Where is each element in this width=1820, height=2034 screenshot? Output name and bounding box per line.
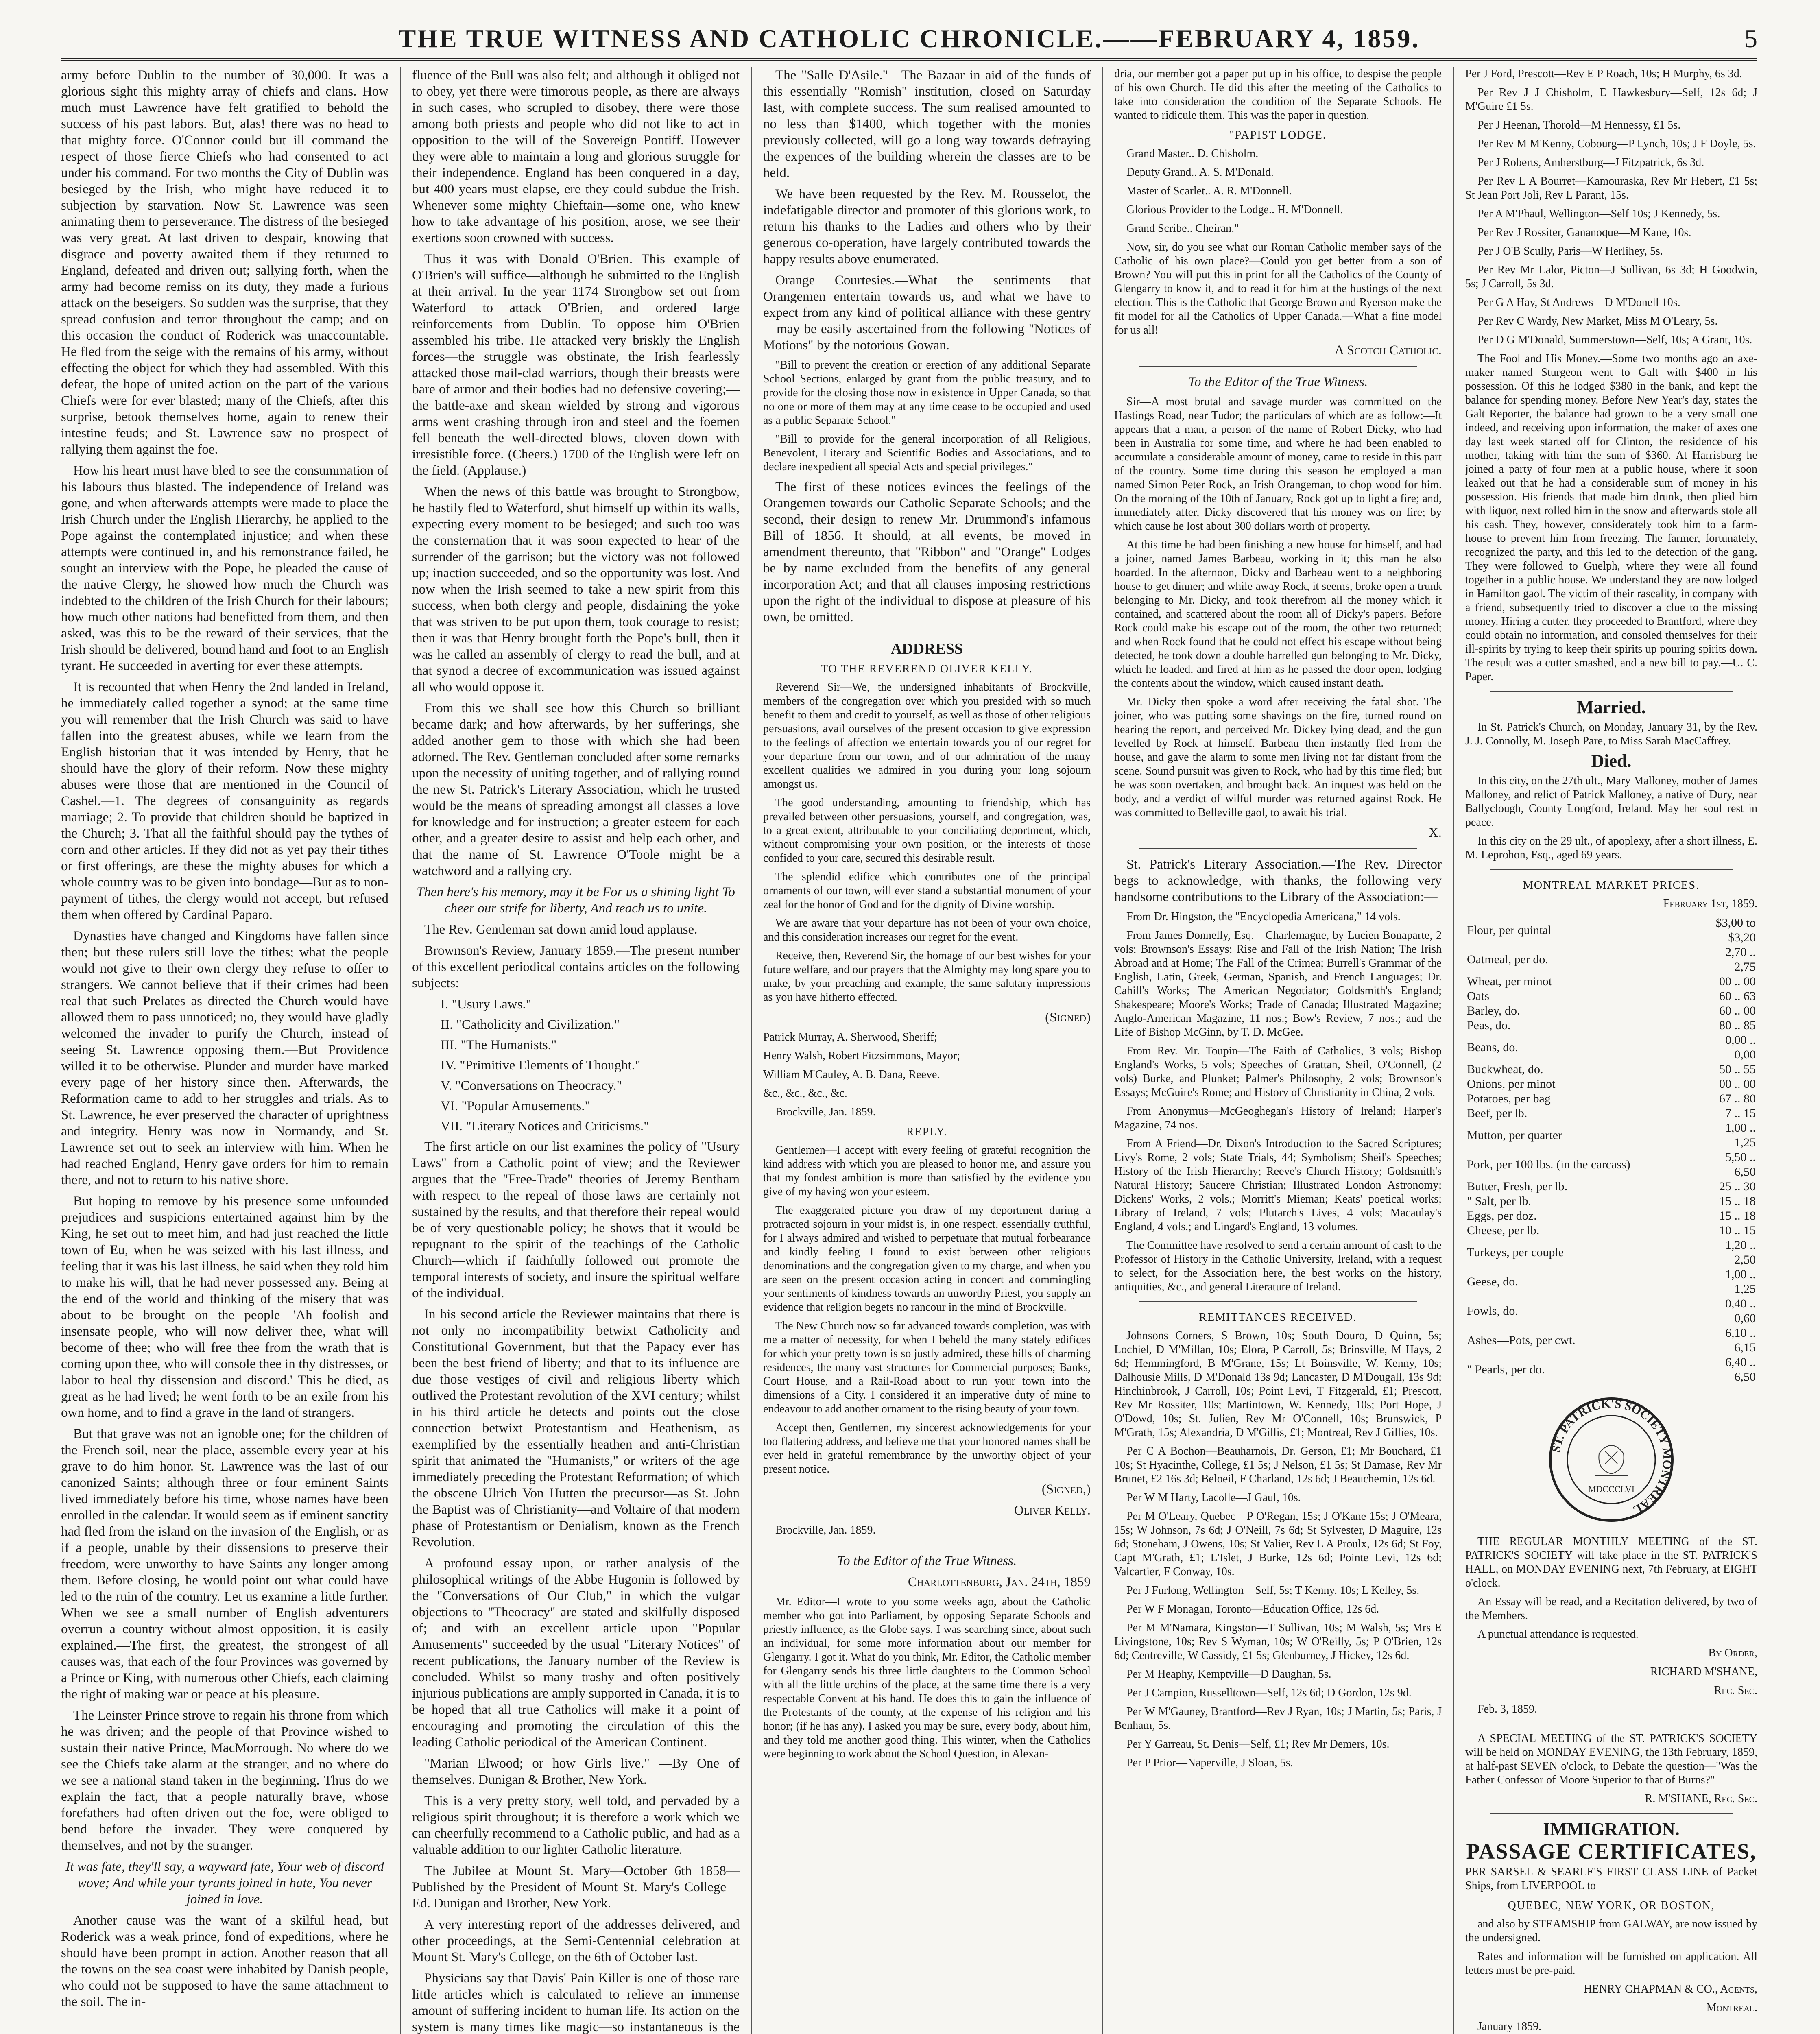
married-heading: Married.: [1577, 697, 1646, 717]
price-value: 0,40 .. 0,60: [1725, 1297, 1756, 1325]
price-item: Buckwheat, do.: [1467, 1063, 1543, 1076]
price-value: 60 .. 63: [1719, 989, 1756, 1003]
paragraph: Receive, then, Reverend Sir, the homage of our best wishes for your future welfare, and our prayers that the Almighty may long spare you to make, by your preaching and example, the same salutary impressions as you have hitherto effected.: [763, 949, 1091, 1004]
paragraph: How his heart must have bled to see the consummation of his labours thus blasted. The independence of Ireland was gone, and when afterwards attempts were made to place the Irish Church under the English Hierarchy, he applied to the Pope against the contemplated injustice; and when these attempts were continued in, and his remonstrance failed, he sought an interview with the Pope, he pleaded the cause of the native Clergy, he showed how much the Church was indebted to the children of the Irish Church for their labours; how much other nations had benefitted from them, and then asked, was this to be the reward of their services, that the Irish should be delivered, bound hand and foot to an English tyrant. He succeeded in averting for ever these attempts.: [61, 463, 388, 673]
paragraph: fluence of the Bull was also felt; and although it obliged not to obey, yet there were timorous people, as there are always in such cases, who scrupled to disobey, there were those among both priests and people who did not like to act in opposition to the will of the Sovereign Pontiff. However they were able to maintain a long and glorious struggle for their independence. England has been conquered in a day, but 400 years must elapse, ere they could subdue the Irish. Whenever some mighty Chieftain—some one, who knew how to take advantage of his position, arose, we see their exertions soon crowned with success.: [412, 68, 740, 245]
price-row: [1465, 1238, 1757, 1267]
place-date: Brockville, Jan. 1859.: [775, 1106, 876, 1118]
price-value: 6,40 .. 6,50: [1725, 1355, 1756, 1384]
remittance: Per W F Monagan, Toronto—Education Office, 12s 6d.: [1126, 1603, 1379, 1615]
list-item: VI. "Popular Amusements.": [441, 1099, 590, 1113]
price-value: $3,00 to $3,20: [1715, 916, 1756, 944]
paragraph: Thus it was with Donald O'Brien. This example of O'Brien's will suffice—although he submitted to the English at their arrival. In the year 1174 Strongbow set out from Waterford to attack O'Brien, and ordered large reinforcements from Dublin. To oppose him O'Brien assembled his tribe. He attacked very briskly the English forces—the struggle was obstinate, the Irish fearlessly attacked those mail-clad warriors, though their breasts were bare of armor and their bodies had no defensive covering;—the battle-axe and skean wielded by strong and vigorous arms went crashing through iron and steel and the foemen fell beneath the well-directed blows, cloven down with irresistible force. (Cheers.) 1700 of the English were left on the field. (Applause.): [412, 252, 740, 478]
price-row: [1465, 1091, 1757, 1106]
article-marian-elwood: "Marian Elwood; or how Girls live." —By One of themselves. Dunigan & Brother, New York.: [412, 1756, 740, 1787]
paragraph: Now, sir, do you see what our Roman Catholic member says of the Catholic of his own place?—Could you get better from a son of Brown? You will put this in print for all the Catholics of the County of Glengarry to know it, and to read it for him at the hustings of the next election. This is the Catholic that George Brown and Ryerson make the fit model for all the Catholics of Upper Canada.—What a fine model for us all!: [1114, 241, 1442, 336]
price-item: Fowls, do.: [1467, 1304, 1518, 1318]
price-item: Butter, Fresh, per lb.: [1467, 1180, 1568, 1193]
signature: Oliver Kelly.: [1014, 1503, 1091, 1518]
paragraph: The exaggerated picture you draw of my deportment during a protracted sojourn in your midst is, in one respect, essentially truthful, for I always admired and wished to perpetuate that mutual forbearance and kindly feeling I found to exist between other religious denominations and the congregation given to my charge, and when you are seen on the present occasion acting in concert and commingling your sentiments of kindness towards an unworthy Priest, you supply an evidence that religion begets no rancour in the mind of Brockville.: [763, 1204, 1091, 1314]
divider: [1139, 848, 1417, 849]
price-row: [1465, 1033, 1757, 1062]
remittance: Per P Prior—Naperville, J Sloan, 5s.: [1126, 1757, 1293, 1769]
paragraph: This is a very pretty story, well told, and pervaded by a religious spirit throughout; it is therefore a work which we can cheerfully recommend to a Catholic public, and had as a valuable addition to our lighter Catholic literature.: [412, 1794, 740, 1857]
remittance: Per Rev L A Bourret—Kamouraska, Rev Mr Hebert, £1 5s; St Jean Port Joli, Rev L Parant, 15s.: [1465, 175, 1757, 201]
price-row: [1465, 974, 1757, 989]
price-row: [1465, 1223, 1757, 1238]
address-heading: ADDRESS: [890, 640, 963, 657]
price-row: [1465, 1004, 1757, 1018]
paragraph: "Bill to prevent the creation or erection of any additional Separate School Sections, enlarged by grant from the public treasury, and to provide for the closing those now in existence in Upper Canada, so that no one or more of them may at any time cease to be occupied and used as a public Separate School.": [763, 359, 1091, 427]
column-5: [1465, 67, 1757, 2034]
died-heading: Died.: [1591, 751, 1632, 771]
price-row: [1465, 1018, 1757, 1033]
letter-heading: To the Editor of the True Witness.: [837, 1554, 1017, 1568]
dateline: Charlottenburg, Jan. 24th, 1859: [908, 1575, 1091, 1589]
paragraph: A very interesting report of the addresses delivered, and other proceedings, at the Semi-Centennial celebration at Mount St. Mary's College, on the 6th of October last.: [412, 1917, 740, 1964]
lodge-line: Grand Scribe.. Cheiran.": [1126, 222, 1239, 235]
signature: Montreal.: [1706, 2001, 1757, 2014]
price-value: 67 .. 80: [1719, 1092, 1756, 1105]
remittances-heading: REMITTANCES RECEIVED.: [1199, 1311, 1357, 1324]
article-salle-dasile: The "Salle D'Asile."—The Bazaar in aid of the funds of this essentially "Romish" institution, closed on Saturday last, with complete success. The sum realised amounted to no less than $1400, which together with the monies previously collected, will go a long way towards defraying the expences of the building wherein the classes are to be held.: [763, 68, 1091, 180]
remittance: Per W M'Gauney, Brantford—Rev J Ryan, 10s; J Martin, 5s; Paris, J Benham, 5s.: [1114, 1705, 1442, 1732]
address-subheading: TO THE REVEREND OLIVER KELLY.: [821, 663, 1033, 675]
list-item: II. "Catholicity and Civilization.": [441, 1017, 620, 1032]
paragraph: Sir—A most brutal and savage murder was committed on the Hastings Road, near Tudor; the particulars of which are as follow:—It appears that a man, a person of the name of Robert Dicky, who had been in Australia for some time, and where he had been enabled to accumulate a considerable amount of money, came to reside in this part of the country. Some time during this season he employed a man named Simon Peter Rock, an Irish Orangeman, to chop wood for him. On the morning of the 10th of January, Rock got up to light a fire; and, immediately after, Dicky discovered that his money was on fire; by which cause he lost about 300 dollars worth of property.: [1114, 395, 1442, 533]
column-rule: [1102, 67, 1103, 2034]
divider: [1139, 366, 1417, 367]
paragraph: dria, our member got a paper put up in his office, to despise the people of his own Church. He did this after the meeting of the Catholics to take into consideration the condition of the Separate Schools. He wanted to ridicule them. This was the paper in question.: [1114, 68, 1442, 122]
remittance: Per J Campion, Russelltown—Self, 12s 6d; D Gordon, 12s 9d.: [1126, 1687, 1412, 1699]
columns: [61, 67, 1757, 2034]
price-value: 50 .. 55: [1719, 1063, 1756, 1076]
paragraph: PER SARSEL & SEARLE'S FIRST CLASS LINE of Packet Ships, from LIVERPOOL to: [1465, 1866, 1757, 1892]
lodge-line: Glorious Provider to the Lodge.. H. M'Donnell.: [1126, 203, 1343, 216]
remittance: Per J Heenan, Thorold—M Hennessy, £1 5s.: [1477, 119, 1681, 131]
price-row: [1465, 1179, 1757, 1194]
price-row: [1465, 1077, 1757, 1091]
price-value: 7 .. 15: [1725, 1106, 1756, 1120]
paragraph: In this city, on the 27th ult., Mary Malloney, mother of James Malloney, and relict of Patrick Malloney, a native of Dury, near Ballyclough, County Longford, Ireland. May her soul rest in peace.: [1465, 775, 1757, 829]
price-item: Ashes—Pots, per cwt.: [1467, 1333, 1576, 1347]
lodge-line: Master of Scarlet.. A. R. M'Donnell.: [1126, 185, 1292, 197]
paragraph: A punctual attendance is requested.: [1477, 1628, 1639, 1641]
paragraph: Dynasties have changed and Kingdoms have fallen since then; but these rulers still love the tithes; what the people would not give to their own clergy they refuse to offer to strangers. We cannot believe that if their crimes had been real that such Prelates as directed the Church would have allowed them to pass unnoticed; no, they would have gladly welcomed the invader to purify the Church, instead of seeing St. Lawrence opposing them.—But Providence willed it to be otherwise. Plunder and murder have marked every page of her history since then. Afterwards, the Reformation came to add to her struggles and trials. As to St. Lawrence, he ever preserved the character of uprightness and integrity. Henry was now in Normandy, and St. Lawrence set out to seek an interview with him. When he had reached England, Henry gave orders for him to remain there, and not to return to his native shore.: [61, 929, 388, 1187]
paragraph: From James Donnelly, Esq.—Charlemagne, by Lucien Bonaparte, 2 vols; Brownson's Essays; Rise and Fall of the Irish Nation; The Irish Abroad and at Home; The Fall of the Crimea; Burrell's Grammar of the English, Latin, Greek, German, Spanish, and French Languages; Dr. Cahill's Works; The American Negotiator; Goldsmith's England; Shakespeare; Moore's Works; Trade of Canada; Illustrated Magazine; Anglo-American Magazine, 11 nos.; Bow's Review, 7 nos.; and the Life of Bishop McGinn, by T. D. McGee.: [1114, 929, 1442, 1039]
remittance: Per Rev M M'Kenny, Cobourg—P Lynch, 10s; J F Doyle, 5s.: [1477, 137, 1756, 150]
paragraph: Mr. Editor—I wrote to you some weeks ago, about the Catholic member who got into Parliament, by opposing Separate Schools and priestly influence, as the Globe says. I was searching since, about such an individual, for some more information about our member for Glengarry. I got it. What do you think, Mr. Editor, the Catholic member for Glengarry sends his three little daughters to the Common School with all the little urchins of the place, at the same time there is a very respectable Convent at his hand. He does this to gain the influence of the Protestants of the county, at the expense of his religion and his honor; (if he has any). I asked you may be sure, every body, about him, and they told me another good thing. This winter, when the Catholics were beginning to work about the School Question, in Alexan-: [763, 1595, 1091, 1760]
price-item: Oats: [1467, 989, 1489, 1003]
paragraph: The New Church now so far advanced towards completion, was with me a matter of necessity, for when I beheld the many stately edifices for which your pretty town is so justly admired, these hills of charming residences, the many vast structures for Commercial purposes; Banks, Court House, and a Rail-Road about to run your town into the dimensions of a City. I considered it an imperative duty of mine to endeavour to add another ornament to the rising beauty of your town.: [763, 1320, 1091, 1415]
list-item: III. "The Humanists.": [441, 1038, 557, 1052]
price-item: Barley, do.: [1467, 1004, 1520, 1017]
price-item: Flour, per quintal: [1467, 923, 1552, 937]
paragraph: The good understanding, amounting to friendship, which has prevailed between other persuasions, yourself, and congregation, was, to a great extent, attributable to your conciliating deportment, which, without compromising your own position, or the interests of those confided to your care, secured this desirable result.: [763, 797, 1091, 864]
price-row: [1465, 945, 1757, 974]
column-3: [763, 67, 1091, 2034]
price-item: Cheese, per lb.: [1467, 1224, 1540, 1237]
prices-date: February 1st, 1859.: [1663, 897, 1757, 910]
article-literary-association: St. Patrick's Literary Association.—The Rev. Director begs to acknowledge, with thanks, the following very handsome contributions to the Library of the Association:—: [1114, 857, 1442, 904]
paragraph: From this we shall see how this Church so brilliant became dark; and how afterwards, by her sufferings, she added another gem to those with which she had been adorned. The Rev. Gentleman concluded after some remarks upon the necessity of uniting together, and of rallying round the new St. Patrick's Literary Association, which he trusted would be the means of spreading amongst all classes a love for knowledge and for instruction; a greater esteem for each other, and a greater desire to assist and help each other, and that the name of St. Lawrence O'Toole might be a watchword and a rallying cry.: [412, 701, 740, 878]
remittance: Per Rev Mr Lalor, Picton—J Sullivan, 6s 3d; H Goodwin, 5s; J Carroll, 5s 3d.: [1465, 264, 1757, 290]
price-item: Turkeys, per couple: [1467, 1246, 1564, 1259]
paragraph: From Dr. Hingston, the "Encyclopedia Americana," 14 vols.: [1126, 910, 1401, 923]
article-brownsons-review: Brownson's Review, January 1859.—The present number of this excellent periodical contains articles on the following subjects:—: [412, 943, 740, 991]
price-row: [1465, 1106, 1757, 1121]
poem: Then here's his memory, may it be For us a shining light To cheer our strife for liberty, And teach us to unite.: [417, 885, 735, 916]
remittance: Per Rev C Wardy, New Market, Miss M O'Leary, 5s.: [1477, 315, 1718, 327]
paragraph: The Leinster Prince strove to regain his throne from which he was driven; and the people of that Province wished to sustain their native Prince, MacMorrough. No where do we see the Chiefs take alarm at the stranger, and no where do we see a national stand taken in the beginning. Thus do we explain the fact, that a people naturally brave, whose forefathers had often driven out the foe, were obliged to bend before the invader. They were conquered by themselves, and not by the stranger.: [61, 1708, 388, 1853]
price-value: 5,50 .. 6,50: [1725, 1150, 1756, 1178]
paragraph: Gentlemen—I accept with every feeling of grateful recognition the kind address with which you are pleased to honor me, and assure you that my fondest ambition is more than satisfied by the evidence you give of my having won your esteem.: [763, 1144, 1091, 1198]
paragraph: In this city on the 29 ult., of apoplexy, after a short illness, E. M. Leprohon, Esq., aged 69 years.: [1465, 835, 1757, 861]
price-item: Oatmeal, per do.: [1467, 953, 1548, 966]
svg-text:MDCCCLVI: MDCCCLVI: [1588, 1484, 1635, 1494]
signature: A Scotch Catholic.: [1334, 343, 1442, 358]
paragraph: But hoping to remove by his presence some unfounded prejudices and suspicions entertained against him by the King, he set out to meet him, and had just reached the little town of Eu, when he was seized with his last illness, and feeling that it was his last illness, he said when they told him to make his will, that he had never possessed any. Being at the end of the world and thinking of the misery that was about to be brought on the people—'Ah foolish and insensate people, who will now deliver thee, what will become of thee; who will free thee from the wrath that is coming upon thee, who will console thee in thy distresses, or labor to heal thy dissension and discord.' This he died, as great as he had lived; he went forth to be an exile from his own home, and to find a grave in the land of strangers.: [61, 1194, 388, 1420]
signature: R. M'SHANE, Rec. Sec.: [1645, 1792, 1757, 1805]
poem: It was fate, they'll say, a wayward fate, Your web of discord wove; And while your tyrants joined in hate, You never joined in love.: [65, 1859, 384, 1907]
column-rule: [1453, 67, 1454, 2034]
remittance: Per M Heaphy, Kemptville—D Daughan, 5s.: [1126, 1668, 1331, 1680]
paragraph: Accept then, Gentlemen, my sincerest acknowledgements for your too flattering address, and believe me that your honored names shall be ever held in grateful remembrance by the unworthy object of your present notice.: [763, 1421, 1091, 1475]
price-item: Mutton, per quarter: [1467, 1128, 1562, 1142]
prices-table: [1465, 916, 1757, 1384]
column-1: [61, 67, 388, 2034]
place-date: Brockville, Jan. 1859.: [775, 1524, 876, 1536]
notice-date: Feb. 3, 1859.: [1477, 1703, 1537, 1715]
price-row: [1465, 916, 1757, 945]
article-orange-courtesies: Orange Courtesies.—What the sentiments that Orangemen entertain towards us, and what we have to expect from any kind of political alliance with these gentry—may be easily ascertained from the following "Notices of Motions" by the notorious Gowan.: [763, 273, 1091, 353]
lodge-heading: "PAPIST LODGE.: [1229, 129, 1327, 142]
remittance: Per J Roberts, Amherstburg—J Fitzpatrick, 6s 3d.: [1477, 156, 1704, 169]
paragraph: Rates and information will be furnished on application. All letters must be pre-paid.: [1465, 1950, 1757, 1977]
price-item: Wheat, per minot: [1467, 975, 1552, 988]
society-seal-icon: [1544, 1392, 1678, 1527]
price-value: 60 .. 00: [1719, 1004, 1756, 1017]
price-item: Beans, do.: [1467, 1041, 1518, 1054]
price-value: 1,20 .. 2,50: [1725, 1238, 1756, 1266]
signature: HENRY CHAPMAN & CO., Agents,: [1584, 1983, 1757, 1995]
list-item: I. "Usury Laws.": [441, 997, 532, 1012]
paragraph: The first of these notices evinces the feelings of the Orangemen towards our Catholic Separate Schools; and the second, their design to renew Mr. Drummond's infamous Bill of 1856. It should, at all events, be moved in amendment thereunto, that "Ribbon" and "Orange" Lodges be by name excluded from the benefits of any general incorporation Act; and that all clauses imposing restrictions upon the right of the individual to dispose at pleasure of his own, be omitted.: [763, 480, 1091, 624]
price-row: [1465, 1355, 1757, 1384]
price-value: 00 .. 00: [1719, 1077, 1756, 1091]
price-row: [1465, 1062, 1757, 1077]
divider: [1490, 1813, 1733, 1814]
price-row: [1465, 989, 1757, 1004]
price-item: Beef, per lb.: [1467, 1106, 1528, 1120]
article-jubilee: The Jubilee at Mount St. Mary—October 6th 1858—Published by the President of Mount St. Mary's College—Ed. Dunigan and Brother, New York.: [412, 1864, 740, 1911]
paragraph: Another cause was the want of a skilful head, but Roderick was a weak prince, fond of expeditions, where he should have been prompt in action. Another reason that all the towns on the sea coast were inhabited by Danish people, who could not be supposed to have the same attachment to the soil. The in-: [61, 1913, 388, 2009]
remittance: Per D G M'Donald, Summerstown—Self, 10s; A Grant, 10s.: [1477, 334, 1752, 346]
remittance: Per Rev J J Chisholm, E Hawkesbury—Self, 12s 6d; J M'Guire £1 5s.: [1465, 86, 1757, 113]
price-item: " Salt, per lb.: [1467, 1194, 1532, 1208]
price-value: 80 .. 85: [1719, 1019, 1756, 1032]
paragraph: By Order,: [1708, 1647, 1757, 1659]
signer-line: &c., &c., &c., &c.: [763, 1087, 847, 1100]
page-number: 5: [1744, 24, 1757, 53]
paragraph: Reverend Sir—We, the undersigned inhabitants of Brockville, members of the congregation over which you presided with so much benefit to them and credit to yourself, as well as those of other religious persuasions, avail ourselves of the present occasion to give expression to the feelings of affection we entertain towards you of our regret for your departure from our town, and of our admiration of the many excellent qualities we admired in you during your long sojourn amongst us.: [763, 681, 1091, 790]
lodge-line: Deputy Grand.. A. S. M'Donald.: [1126, 166, 1274, 179]
remittance: Per J Furlong, Wellington—Self, 5s; T Kenny, 10s; L Kelley, 5s.: [1126, 1584, 1420, 1597]
paragraph: From Anonymus—McGeoghegan's History of Ireland; Harper's Magazine, 74 nos.: [1114, 1105, 1442, 1131]
paragraph: We have been requested by the Rev. M. Rousselot, the indefatigable director and promoter of this glorious work, to return his thanks to the Ladies and others who by their generous co-operation, have largely contributed towards the happy results above enumerated.: [763, 187, 1091, 266]
price-row: [1465, 1296, 1757, 1326]
paragraph: In his second article the Reviewer maintains that there is not only no incompatibility betwixt Catholicity and Constitutional Government, but that the Papacy ever has been the best friend of liberty; and that to its influence are due those vestiges of civil and religious liberty which outlived the Protestant revolution of the XVI century; whilst in his third article he detects and points out the close connection betwixt Protestantism and Heathenism, as exemplified by the essentially heathen and anti-Christian spirit that animated the "Humanists," or writers of the age immediately preceding the Protestant Reformation; of which the obscene Ulrich Von Hutten the precursor—as St. John the Baptist was of Christianity—and Voltaire of that modern phase of Protestantism or Denialism, known as the French Revolution.: [412, 1307, 740, 1550]
price-value: 1,00 .. 1,25: [1725, 1121, 1756, 1149]
divider: [1139, 1301, 1417, 1302]
paragraph: A profound essay upon, or rather analysis of the philosophical writings of the Abbe Hugonin is followed by the "Conversations of Our Club," in which the vulgar objections to "Theocracy" are stated and skilfully disposed of; and with an excellent article upon "Popular Amusements" succeeded by the usual "Literary Notices" of recent publications, the January number of the Review is concluded. Whilst so many trashy and often positively injurious publications are amply supported in Canada, it is to be hoped that all true Catholics will make it a point of encouraging and promoting the circulation of this the leading Catholic periodical of the American Continent.: [412, 1556, 740, 1750]
paragraph: The Committee have resolved to send a certain amount of cash to the Professor of History in the Catholic University, Ireland, with a request to select, for the Association here, the best works on the history, antiquities, &c., and general Literature of Ireland.: [1114, 1239, 1442, 1293]
list-item: VII. "Literary Notices and Criticisms.": [441, 1119, 649, 1134]
price-item: Eggs, per doz.: [1467, 1209, 1537, 1222]
price-value: 25 .. 30: [1719, 1180, 1756, 1193]
paragraph: The first article on our list examines the policy of "Usury Laws" from a Catholic point of view; and the Reviewer argues that the "Free-Trade" theories of Jeremy Bentham with respect to the repeal of those laws are certainly not sustained by the results, and that therefore their repeal would be of very questionable policy; he shows that it would be repugnant to the spirit of the teachings of the Catholic Church—which if faithfully followed out promote the temporal interests of society, and insure the spiritual welfare of the individual.: [412, 1139, 740, 1301]
price-value: 2,70 .. 2,75: [1725, 945, 1756, 973]
remittance: Per J O'B Scully, Paris—W Herlihey, 5s.: [1477, 245, 1663, 258]
masthead-title: THE TRUE WITNESS AND CATHOLIC CHRONICLE.——FEBRUARY 4, 1859.: [398, 24, 1420, 53]
price-value: 6,10 .. 6,15: [1725, 1326, 1756, 1354]
remittance: Per G A Hay, St Andrews—D M'Donell 10s.: [1477, 296, 1680, 309]
price-item: Peas, do.: [1467, 1019, 1511, 1032]
remittance: Per A M'Phaul, Wellington—Self 10s; J Kennedy, 5s.: [1477, 207, 1720, 220]
letter-heading: To the Editor of the True Witness.: [1188, 375, 1368, 389]
price-row: [1465, 1267, 1757, 1296]
price-item: " Pearls, per do.: [1467, 1363, 1545, 1376]
paragraph: Mr. Dicky then spoke a word after receiving the fatal shot. The joiner, who was putting some shavings on the fire, turned round on hearing the report, and perceived Mr. Dickey lying dead, and the gun levelled by Rock at himself. Barbeau then instantly fled from the house, and gave the alarm to some men living not far distant from the scene. Sound pursuit was given to Rock, who had by this time fled; but he was soon overtaken, and brought back. An inquest was held on the body, and a verdict of wilful murder was returned against Rock. He was committed to Belleville gaol, to await his trial.: [1114, 696, 1442, 819]
signed-label: (Signed): [1045, 1010, 1091, 1025]
price-value: 15 .. 18: [1719, 1194, 1756, 1208]
paragraph: We are aware that your departure has not been of your own choice, and this consideration increases our regret for the event.: [763, 917, 1091, 943]
signature: RICHARD M'SHANE,: [1650, 1665, 1757, 1678]
column-rule: [751, 67, 752, 2034]
paragraph: From A Friend—Dr. Dixon's Introduction to the Sacred Scriptures; Livy's Rome, 2 vols; State Trials, 44; Symbolism; Sheil's Speeches; History of the Irish Hierarchy; Reeve's Church History; Goldsmith's Natural History; Saucere Christian; Illustrated London Astronomy; Dickens' Works, 2 vols.; Morritt's Mieman; Keats' poetical works; Library of Ireland, 7 vols; Plutarch's Lives, 4 vols; Macaulay's England, 4 vols.; and Lingard's England, 13 volumes.: [1114, 1137, 1442, 1233]
remittance: Per J Ford, Prescott—Rev E P Roach, 10s; H Murphy, 6s 3d.: [1465, 68, 1742, 80]
signer-line: Henry Walsh, Robert Fitzsimmons, Mayor;: [763, 1050, 960, 1062]
paragraph: The Rev. Gentleman sat down amid loud applause.: [424, 922, 698, 937]
signed-label: (Signed,): [1041, 1482, 1091, 1497]
price-value: 0,00 .. 0,00: [1725, 1033, 1756, 1061]
price-item: Onions, per minot: [1467, 1077, 1556, 1091]
divider: [1490, 869, 1733, 870]
paragraph: The splendid edifice which contributes one of the principal ornaments of our town, will ever stand a substantial monument of your zeal for the honor of God and for the dignity of Divine worship.: [763, 871, 1091, 911]
price-value: 15 .. 18: [1719, 1209, 1756, 1222]
signature: X.: [1428, 825, 1442, 840]
remittance: Per Y Garreau, St. Denis—Self, £1; Rev Mr Demers, 10s.: [1126, 1738, 1390, 1750]
price-item: Geese, do.: [1467, 1275, 1518, 1288]
paragraph: But that grave was not an ignoble one; for the children of the French soil, near the place, assemble every year at his grave to do him honor. St. Lawrence was the last of our canonized Saints; although three or four eminent Saints lived immediately before his time, whose names have been enrolled in the calendar. It would seem as if eminent sanctity had fled from the island on the invasion of the English, or as if a people, unable by their dissensions to preserve their freedom, were unworthy to have Saints any longer among them. Before closing, he would point out what could have led to the ruin of the country. Let us examine a little further. When we see a small number of English adventurers overrun a country without almost opposition, it is easily explained.—The first, the greatest, the strongest of all causes was, that each of the four Provinces was governed by a Prince or King, with numerous other Chiefs, each claiming the right of making war or peace at his pleasure.: [61, 1427, 388, 1702]
passage-heading: PASSAGE CERTIFICATES,: [1466, 1839, 1757, 1864]
notice-date: January 1859.: [1477, 2020, 1542, 2033]
advert-pain-killer: Physicians say that Davis' Pain Killer is one of those rare little articles which is calculated to relieve an immense amount of suffering incident to human life. Its action on the system is many times like magic—so instantaneous is the: [412, 1971, 740, 2034]
article-fool-and-money: The Fool and His Money.—Some two months ago an axe-maker named Sturgeon went to Galt with $400 in his possession. Of this he lodged $380 in the bank, and kept the balance for spending money. Before New Year's day, states the Galt Reporter, the balance had grown to be a very small one indeed, and receiving upon information, the maker of axes one day last week started off for Clinton, the residence of his mother, taking with him the sum of $360. At Harrisburg he joined a party of four men at a public house, where it soon leaked out that he had a considerable sum of money in his possession. His friends that made him drunk, then plied him with liquor, next rolled him in the snow and afterwards stole all his cash. They, however, considerately took him to a farm-house to prevent him from freezing. The farmer, fortunately, recognized the party, and this led to the detection of the gang. They were followed to Guelph, where they were all found together in a public house. We understand they are now lodged in Hamilton gaol. The victim of their rascality, in company with a friend, subsequently tried to discover a clue to the missing money. Hiring a cutter, they proceeded to Brantford, where they could obtain no information, and consoled themselves for their ill-spirits by trying to keep their spirits up pouring spirits down. The result was a cutter smashed, and a new bill to pay.—U. C. Paper.: [1465, 352, 1757, 683]
remittance: Per M M'Namara, Kingston—T Sullivan, 10s; M Walsh, 5s; Mrs E Livingstone, 10s; Rev S Wyman, 10s; W O'Reilly, 5s; P O'Brien, 12s 6d; Centreville, W Cassidy, £1 5s; Glenburney, J Hickey, 12s 6d.: [1114, 1622, 1442, 1662]
price-item: Potatoes, per bag: [1467, 1092, 1551, 1105]
svg-text:ST. PATRICK'S SOCIETY MONTREAL: ST. PATRICK'S SOCIETY MONTREAL: [1549, 1397, 1674, 1517]
price-row: [1465, 1150, 1757, 1179]
paragraph: When the news of this battle was brought to Strongbow, he hastily fled to Waterford, shut himself up within its walls, expecting every moment to be besieged; and such too was the consternation that it was soon expected to hear of the surrender of the garrison; but the victory was not followed up; inaction succeeded, and so the opportunity was lost. And now when the Irish seemed to take a new spirit from this success, when both clergy and people, disdaining the yoke that was striven to be put upon them, took courage to resist; then it was that Henry brought forth the Pope's bull, then it was he called an assembly of clergy to read the bull, and at that synod a decree of excommunication was issued against all who would oppose it.: [412, 484, 740, 694]
remittance: Per C A Bochon—Beauharnois, Dr. Gerson, £1; Mr Bouchard, £1 10s; St Hyacinthe, College, £1 5s; J Nelson, £1 5s; St Damase, Rev Mr Brunet, £2 16s 3d; Beloeil, F Charland, 12s 6d; J Beauchemin, 12s 6d.: [1114, 1445, 1442, 1485]
signature: Rec. Sec.: [1714, 1684, 1757, 1697]
lodge-line: Grand Master.. D. Chisholm.: [1126, 147, 1259, 160]
reply-heading: REPLY.: [906, 1126, 948, 1138]
price-row: [1465, 1209, 1757, 1223]
price-row: [1465, 1326, 1757, 1355]
list-item: IV. "Primitive Elements of Thought.": [441, 1058, 641, 1073]
column-2: [412, 67, 740, 2034]
meeting-notice: THE REGULAR MONTHLY MEETING of the ST. PATRICK'S SOCIETY will take place in the ST. PATRICK'S HALL, on MONDAY EVENING next, 7th February, at EIGHT o'clock.: [1465, 1535, 1757, 1589]
list-item: V. "Conversations on Theocracy.": [441, 1078, 622, 1093]
prices-heading: MONTREAL MARKET PRICES.: [1523, 879, 1700, 892]
price-value: 1,00 .. 1,25: [1725, 1268, 1756, 1296]
paragraph: It is recounted that when Henry the 2nd landed in Ireland, he immediately called together a synod; at the same time you will remember that the Irish Church was said to have fallen into the greatest abuses, while we learn from the English historian that it was intended by Henry, that he should have the glory of their reform. Now these mighty abuses were those that are mentioned in the Council of Cashel.—1. The degrees of consanguinity as regards marriage; 2. To provide that children should be baptized in the Church; 3. That all the faithful should pay the tythes of corn and other articles. If they did not as yet pay their tithes or first offerings, are these the mighty abuses for which a whole country was to be given into bondage—But as to non-payment of tithes, the clergy would not accept, but refused them when offered by Cardinal Paparo.: [61, 680, 388, 922]
paragraph: In St. Patrick's Church, on Monday, January 31, by the Rev. J. J. Connolly, M. Joseph Pare, to Miss Sarah MacCaffrey.: [1465, 721, 1757, 747]
masthead: [61, 21, 1757, 61]
price-row: [1465, 1194, 1757, 1209]
price-value: 10 .. 15: [1719, 1224, 1756, 1237]
price-value: 00 .. 00: [1719, 975, 1756, 988]
price-row: [1465, 1121, 1757, 1150]
remittance: Per M O'Leary, Quebec—P O'Regan, 15s; J O'Kane 15s; J O'Meara, 15s; W Johnson, 7s 6d; J O'Neill, 7s 6d; St Sylvester, D Maguire, 12s 6d; Stoneham, J Owens, 10s; St Valier, Rev L A Proulx, 12s 6d; St Foy, Capt M'Grath, £1; L'Islet, J Burke, 12s 6d; Pointe Levi, 12s 6d; Valcartier, F Conway, 10s.: [1114, 1510, 1442, 1578]
price-item: Pork, per 100 lbs. (in the carcass): [1467, 1158, 1630, 1171]
special-meeting-notice: A SPECIAL MEETING of the ST. PATRICK'S SOCIETY will be held on MONDAY EVENING, the 13th February, 1859, at half-past SEVEN o'clock, to Debate the question—"Was the Father Confessor of Moore Superior to that of Burns?": [1465, 1732, 1757, 1786]
remittance: Johnsons Corners, S Brown, 10s; South Douro, D Quinn, 5s; Lochiel, D M'Millan, 10s; Elora, P Carroll, 5s; Brinsville, M Hays, 2 6d; Hemmingford, B M'Grane, 15s; Lt Boinsville, W. Kenny, 10s; Dalhousie Mills, D M'Donald 13s 9d; Lancaster, D M'Dougall, 13s 9d; Hinchinbrook, J Carroll, 10s; Point Levi, T Fitzgerald, £1; Prescott, Rev Mr Rossiter, 10s; Martintown, W. Kennedy, 10s; Port Hope, J O'Dowd, 10s; St. Julien, Rev Mr O'Connell, 10s; Brunswick, P M'Grath, 15s; Alexandria, D M'Gillis, £1; Montreal, Rev J Gillies, 10s.: [1114, 1329, 1442, 1439]
remittance: Per Rev J Rossiter, Gananoque—M Kane, 10s.: [1477, 226, 1691, 239]
remittance: Per W M Harty, Lacolle—J Gaul, 10s.: [1126, 1491, 1301, 1504]
paragraph: From Rev. Mr. Toupin—The Faith of Catholics, 3 vols; Bishop England's Works, 5 vols; Speeches of Grattan, Sheil, O'Connell, (2 vols) Burke, and Plunket; Palmer's Philosophy, 2 vols; Brownson's Essays; McGuire's Rome; and History of Christianity in China, 2 vols.: [1114, 1045, 1442, 1099]
column-4: [1114, 67, 1442, 2034]
column-rule: [400, 67, 401, 2034]
paragraph: An Essay will be read, and a Recitation delivered, by two of the Members.: [1465, 1595, 1757, 1622]
signer-line: William M'Cauley, A. B. Dana, Reeve.: [763, 1068, 940, 1081]
paragraph: "Bill to provide for the general incorporation of all Religious, Benevolent, Literary and Scientific Bodies and Associations, and to declare inexpedient all special Acts and special privileges.": [763, 433, 1091, 473]
signer-line: Patrick Murray, A. Sherwood, Sheriff;: [763, 1031, 937, 1043]
immigration-heading: IMMIGRATION.: [1543, 1819, 1680, 1839]
paragraph: At this time he had been finishing a new house for himself, and had a joiner, named James Barbeau, working in it; this man he also boarded. In the afternoon, Dicky and Barbeau went to a neighboring house to get dinner; and while away Rock, it seems, broke open a trunk belonging to Mr. Dicky, and took therefrom all the money which it contained, and scattered about the room all of Dicky's papers. Before Rock could make his escape out of the room, the other two returned; and when Rock found that he could not effect his escape without being detected, he took down a double barrelled gun belonging to Mr. Dicky, which he loaded, and fired at him as he passed the door open, lodging the contents about the window, which caused instant death.: [1114, 539, 1442, 690]
divider: [1490, 691, 1733, 692]
paragraph: army before Dublin to the number of 30,000. It was a glorious sight this mighty array of chiefs and clans. How much must Lawrence have felt gratified to behold the success of his past labors. But, alas! there was no head to that mighty force. O'Connor could but ill command the respect of those fierce Chiefs who had consented to act under his command. For two months the City of Dublin was besieged by the Irish, who might have reduced it to subjection by starvation. Now St. Lawrence was seen animating them to perseverance. The distress of the besieged was very great. At last driven to despair, knowing that disgrace and poverty awaited them if they returned to England, defeated and driven out; sallying forth, when the army had become remiss on its duty, they made a furious attack on the beseigers. So sudden was the surprise, that they spread confusion and terror throughout the camp; and on this occasion the conduct of Roderick was unaccountable. He fled from the seige with the remains of his army, without effecting the object for which they had assembled. With this defeat, the hope of united action on the part of the various Chiefs were for ever blasted; many of the Chiefs, after this surprise, betook themselves home, again to renew their intestine feuds; and St. Lawrence saw no prospect of rallying them against the foe.: [61, 68, 388, 457]
destinations: QUEBEC, NEW YORK, OR BOSTON,: [1508, 1899, 1715, 1912]
paragraph: and also by STEAMSHIP from GALWAY, are now issued by the undersigned.: [1465, 1918, 1757, 1944]
